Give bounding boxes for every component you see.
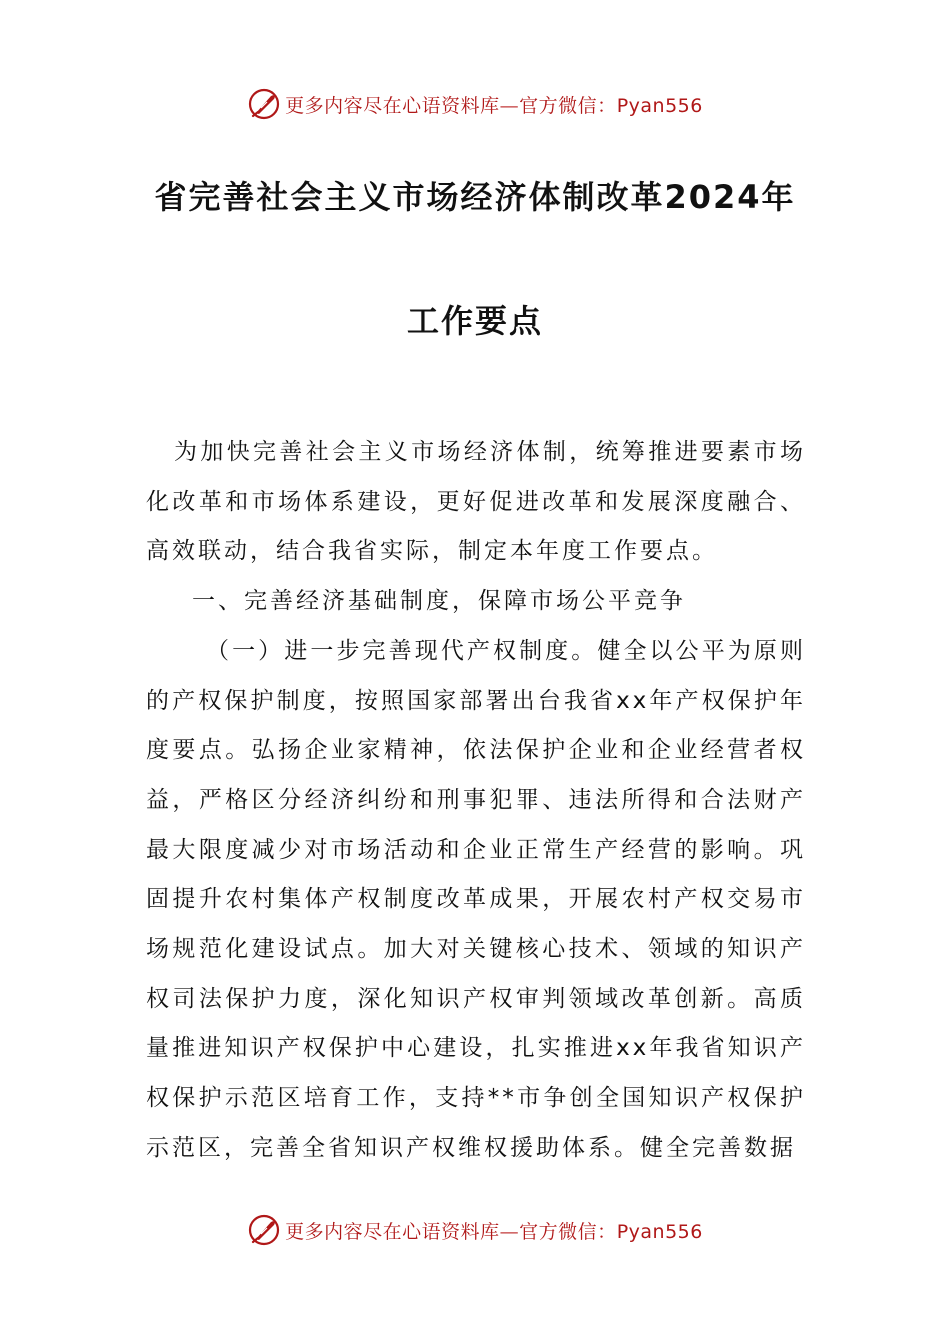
- watermark-site-text: 更多内容尽在心语资料库: [285, 94, 500, 117]
- document-body: [146, 428, 806, 1174]
- document-title-line2: 工作要点: [406, 302, 543, 340]
- watermark-wechat-id: Pyan556: [616, 94, 703, 117]
- watermark-separator: —: [499, 94, 520, 117]
- watermark-banner-top: [0, 86, 950, 122]
- section-1-1-paragraph: （一）进一步完善现代产权制度。健全以公平为原则的产权保护制度，按照国家部署出台我省xx年产权保护年度要点。弘扬企业家精神，依法保护企业和企业经营者权益，严格区分经济纠纷和刑事犯罪、违法所得和合法财产最大限度减少对市场活动和企业正常生产经营的影响。巩固提升农村集体产权制度改革成果，开展农村产权交易市场规范化建设试点。加大对关键核心技术、领域的知识产权司法保护力度，深化知识产权审判领域改革创新。高质量推进知识产权保护中心建设，扎实推进xx年我省知识产权保护示范区培育工作，支持**市争创全国知识产权保护示范区，完善全省知识产权维权援助体系。健全完善数据: [146, 637, 806, 1161]
- quill-logo-icon: [247, 87, 281, 121]
- intro-paragraph: 为加快完善社会主义市场经济体制，统筹推进要素市场化改革和市场体系建设，更好促进改革和发展深度融合、高效联动，结合我省实际，制定本年度工作要点。: [146, 439, 806, 565]
- section-heading-1: 一、完善经济基础制度，保障市场公平竞争: [192, 588, 686, 615]
- document-title-line1: 省完善社会主义市场经济体制改革2024年: [154, 178, 796, 216]
- watermark-banner-bottom: [0, 1212, 950, 1248]
- watermark-text: [285, 91, 703, 118]
- watermark-separator: —: [499, 1220, 520, 1243]
- watermark-wechat-id: Pyan556: [616, 1220, 703, 1243]
- watermark-text: [285, 1217, 703, 1244]
- watermark-site-text: 更多内容尽在心语资料库: [285, 1220, 500, 1243]
- watermark-wechat-label: 官方微信：: [519, 94, 617, 117]
- quill-logo-icon: [247, 1213, 281, 1247]
- watermark-wechat-label: 官方微信：: [519, 1220, 617, 1243]
